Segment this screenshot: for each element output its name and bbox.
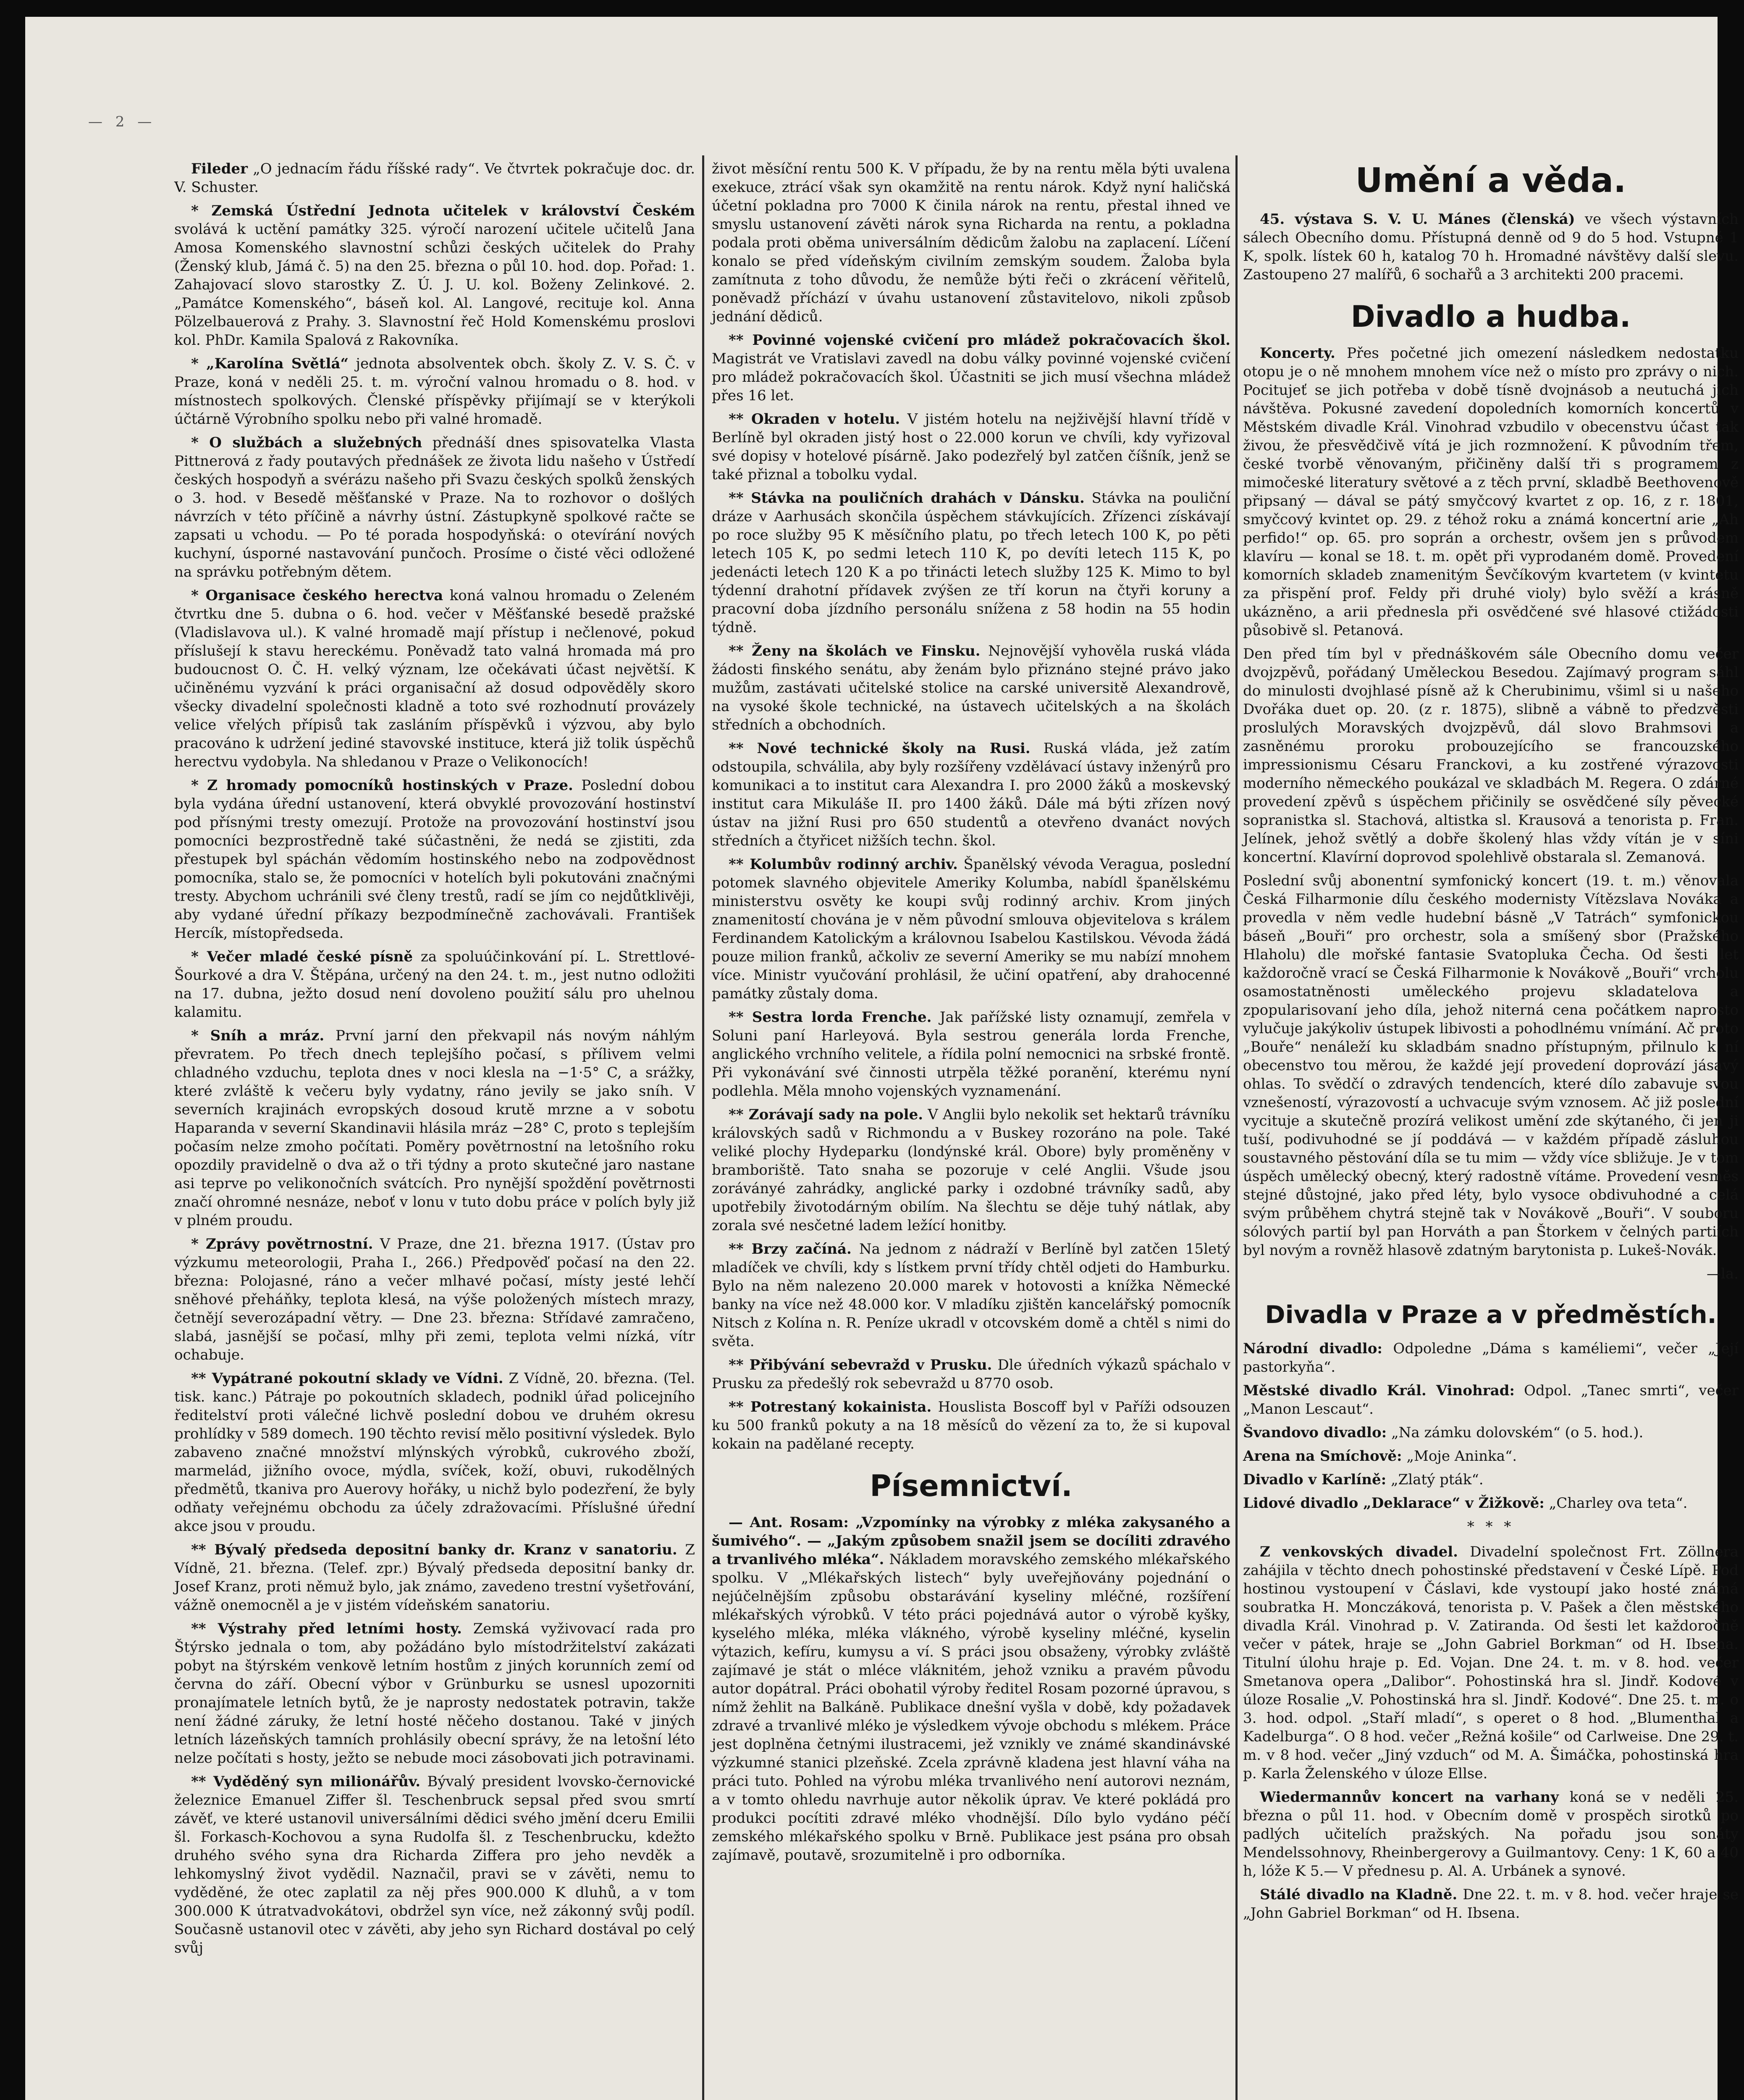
- signature: —la.: [1707, 1265, 1739, 1282]
- news-item: [712, 489, 1230, 637]
- art-item-text: ve všech výstavních sálech Obecního domu. Přístupná denně od 9 do 5 hod. Vstupné 1 K, spolk. lístek 60 h, katalog 70 h. Hromadné návštěvy další slevu. Zastoupeno 27 malířů, 6 sochařů a 3 architekti 200 pracemi.: [1243, 211, 1739, 283]
- news-item: [712, 1240, 1230, 1351]
- literature-item-lead: — Ant. Rosam: „Vzpomínky na výrobky z mléka zakysaného a šumivého“. — „Jakým způsobem snažil jsem se docíliti zdravého a trvanlivého mléka“.: [712, 1514, 1230, 1568]
- news-item: [174, 1235, 695, 1364]
- news-item-text: V Praze, dne 21. března 1917. (Ústav pro výzkumu meteorologii, Praha I., 266.) Předpověď počasí na den 22. března: Polojasné, ráno a večer mlhavé počasí, místy jesté lehčí sněhové přeháňky, teplota klesá, na výše položených místech mrazy, četnějí severozápadní větry. — Dne 23. března: Střídavé zamračeno, slabá, jasnější se počasí, mlhy při zemi, teplota velmi nízká, vítr ochabuje.: [174, 1236, 695, 1363]
- rural-item: [1243, 1885, 1739, 1922]
- news-item: [174, 948, 695, 1021]
- news-item: [712, 1008, 1230, 1100]
- news-item-lead: ** Bývalý předseda depositní banky dr. Kranz v sanatoriu.: [191, 1541, 677, 1558]
- art-item-lead: 45. výstava S. V. U. Mánes (členská): [1260, 211, 1575, 228]
- news-item: [712, 1105, 1230, 1235]
- news-item-lead: ** Výstrahy před letními hosty.: [191, 1620, 462, 1637]
- news-item-text: Zemská vyživovací rada pro Štýrsko jednala o tom, aby požádáno bylo místodržitelství zakázati pobyt na štýrském venkově letním hostům z jiných korunních zemí od června do září. Obecní výbor v Grünburku se usnesl upozorniti pronajímatele letních bytů, že je naprosty nedostatek potravin, takže není žádné záruky, že letní hosté něčeho dostanou. Také v jiných letních lázeňských tamních prohlásily obecní správy, že na letošní léto nelze počítati s hosty, ježto se nebude moci zásobovati jich potravinami.: [174, 1620, 695, 1767]
- column-rule: [1235, 155, 1238, 2100]
- prague-theatre-item-text: „Zlatý pták“.: [1391, 1471, 1484, 1488]
- news-item-lead: ** Kolumbův rodinný archiv.: [729, 856, 958, 873]
- news-item: [174, 433, 695, 581]
- prague-theatre-item-lead: Divadlo v Karlíně:: [1243, 1471, 1387, 1488]
- news-item: [712, 1356, 1230, 1393]
- news-item-lead: * „Karolína Světlá“: [191, 355, 349, 372]
- news-item-lead: ** Brzy začíná.: [729, 1241, 852, 1257]
- rural-item: [1243, 1543, 1739, 1783]
- news-item: [174, 1772, 695, 1957]
- news-item-lead: ** Nové technické školy na Rusi.: [729, 740, 1031, 757]
- prague-theatre-item: [1243, 1423, 1739, 1442]
- news-item-lead: ** Vypátrané pokoutní sklady ve Vídni.: [191, 1370, 504, 1387]
- news-item-text: Magistrát ve Vratislavi zavedl na dobu války povinné vojenské cvičení pro mládež pokračovacích škol. Účastniti se jich musí všechna mládež přes 16 let.: [712, 350, 1230, 404]
- news-item-text: První jarní den překvapil nás novým náhlým převratem. Po třech dnech teplejšího počasí, s přílivem velmi chladného vzduchu, teplota dnes v noci klesla na −1·5° C, a srážky, které zvláště k večeru byly vydatny, ráno jevily se jako sníh. V severních krajinách evropských dosoud krutě mrzne a v sobotu Haparanda v severní Skandinavii hlásila mráz −28° C, proto s teplejším počasím nelze zmoho počítati. Poměry povětrnostní na letošního roku opozdily pravidelně o dva až o tři týdny a proto skutečné jaro nastane asi teprve po velikonočních svátcích. Pro nynější spoždění povětrnosti značí ohromné nesnáze, neboť v lonu v tuto dobu práce v polích byly již v plném proudu.: [174, 1027, 695, 1229]
- separator: * * *: [1467, 1518, 1515, 1535]
- column-3: [1243, 160, 1739, 2100]
- news-item-lead: * Z hromady pomocníků hostinských v Praze.: [191, 777, 573, 794]
- news-item: [712, 855, 1230, 1003]
- rural-item-text: koná se v neděli 25. března o půl 11. hod. v Obecním domě v prospěch sirotků po padlých učitelích pražských. Na pořadu jsou sonáty Mendelssohnovy, Rheinbergerovy a Guilmantovy. Ceny: 1 K, 60 a 40 h, lóže K 5.— V přednesu p. Al. A. Urbánek a synové.: [1243, 1788, 1739, 1880]
- rural-item: [1243, 1788, 1739, 1880]
- news-item-lead: ** Zorávají sady na pole.: [729, 1106, 923, 1123]
- news-item-lead: * Zemská Ústřední Jednota učitelek v království Českém: [191, 202, 695, 219]
- news-item-lead: Fileder: [191, 160, 248, 177]
- literature-list: [712, 1513, 1230, 1864]
- news-item-text: svolává k uctění památky 325. výročí narození učitele učitelů Jana Amosa Komenského slavnostní schůzi českých učitelek do Prahy (Ženský klub, Jámá č. 5) na den 25. března o půl 10. hod. dop. Pořad: 1. Zahajovací slovo starostky Z. Ú. J. U. kol. Boženy Zelinkové. 2. „Památce Komenského“, báseň kol. Al. Langové, recituje kol. Anna Pölzelbauerová z Prahy. 3. Slavnostní řeč Hold Komenskému proslovi kol. PhDr. Kamila Spalová z Rakovníka.: [174, 221, 695, 349]
- prague-theatre-item-text: Odpol. „Tanec smrti“, večer „Manon Lescaut“.: [1243, 1382, 1739, 1418]
- news-item: [712, 1398, 1230, 1453]
- news-item: [174, 1026, 695, 1230]
- art-list: [1243, 210, 1739, 284]
- prague-theatres-list: [1243, 1339, 1739, 1512]
- news-item-text: Z Vídně, 21. března. (Telef. zpr.) Bývalý předseda depositní banky dr. Josef Kranz, proti němuž bylo, jak známo, zavedeno trestní vyšetřování, vážně onemocněl a je v jistém vídeňském sanatoriu.: [174, 1541, 695, 1614]
- news-item-text: Španělský vévoda Veragua, poslední potomek slavného objevitele Ameriky Kolumba, nabídl španělskému ministerstvu osvěty ke koupi svůj rodinný archiv. Krom jiných znamenitostí chována je v něm původní smlouva objevitelova s králem Ferdinandem Katolickým a královnou Isabelou Kastilskou. Vévoda žádá pouze milion franků, ačkoliv ze severní Ameriky se mu nabízí mnohem více. Ministr vyučování prohlásil, že učiní opatření, aby drahocenné památky zůstaly doma.: [712, 856, 1231, 1002]
- news-item-text: Dle úředních výkazů spáchalo v Prusku za předešlý rok sebevražd u 8770 osob.: [712, 1357, 1230, 1392]
- art-item: [1243, 210, 1739, 284]
- page-mark: — 2 —: [88, 113, 156, 130]
- news-item: [712, 410, 1230, 484]
- prague-theatre-item-text: Odpoledne „Dáma s kaméliemi“, večer „Její pastorkyňa“.: [1243, 1340, 1739, 1376]
- news-item-text: za spoluúčinkování pí. L. Strettlové-Šourkové a dra V. Štěpána, určený na den 24. t. m., jest nutno odložiti na 17. dubna, ježto dosud není dovoleno použití sálu pro uhelnou kalamitu.: [174, 948, 695, 1021]
- prague-theatre-item: [1243, 1447, 1739, 1465]
- news-item: [712, 642, 1230, 734]
- prague-theatre-item: [1243, 1470, 1739, 1489]
- prague-theatre-item: [1243, 1339, 1739, 1376]
- news-item-lead: * O službách a služebných: [191, 434, 422, 451]
- newspaper-page: [25, 17, 1739, 2100]
- rural-item-text: Dne 22. t. m. v 8. hod. večer hraje se „John Gabriel Borkman“ od H. Ibsena.: [1243, 1886, 1739, 1922]
- art-heading: Umění a věda.: [1355, 161, 1626, 200]
- prague-theatre-item-lead: Národní divadlo:: [1243, 1340, 1382, 1357]
- prague-theatre-item-text: „Moje Aninka“.: [1406, 1447, 1517, 1465]
- news-item-text: Ruská vláda, jež zatím odstoupila, schválila, aby byly rozšířeny vzdělávací ústavy inženýrů pro komunikaci a to institut cara Alexandra I. pro 2000 žáků a moskevský institut cara Mikuláše II. pro 1400 žáků. Dále má býti zřízen nový ústav na jižní Rusi pro 650 studentů a otevřeno dvanáct nových středních a čtyřicet nižších techn. škol.: [712, 740, 1231, 849]
- rural-list: [1243, 1543, 1739, 1922]
- news-item-text: Z Vídně, 20. března. (Tel. tisk. kanc.) Pátraje po pokoutních skladech, podnikl úřad policejního ředitelství proti válečné lichvě poslední dobou ve druhém okresu prohlídky v 589 domech. 190 těchto revisí mělo positivní výsledek. Bylo zabaveno značné množství mlýnských výrobků, cukrového zboží, marmelád, jižního ovoce, mýdla, svíček, koží, obuvi, rukodělných předmětů, tkaniva pro Auerovy hořáky, u nichž bylo podezření, že byly odňaty veřejnému obchodu za účely zdražovacími. Příslušné úřední akce jsou v proudu.: [174, 1370, 695, 1535]
- news-item-lead: * Sníh a mráz.: [191, 1027, 325, 1044]
- prague-theatre-item: [1243, 1494, 1739, 1512]
- news-item-text: „O jednacím řádu říšské rady“. Ve čtvrtek pokračuje doc. dr. V. Schuster.: [174, 160, 695, 196]
- prague-theatre-item-text: „Na zámku dolovském“ (o 5. hod.).: [1391, 1424, 1644, 1441]
- news-item: [174, 776, 695, 942]
- theatre-item-text: Přes početné jich omezení následkem nedostatku otopu je o ně mnohem mnohem více než o místo pro zprávy o nich. Pocitujeť se jich potřeba v době tísně dvojnásob a neutuchá jich návštěva. Pokusné zavedení dopoledních komorních koncertů v Městském divadle Král. Vinohrad vzbudilo v obecenstvu účast tak živou, že přesvědčivě vítá je jich rozmnožení. K původním třem, české tvorbě věnovaným, přičiněny další tři s programem z mimočeské literatury světové a z těch první, skladbě Beethovenově připsaný — dával se pátý smyčcový kvartet z op. 16, z r. 1801, smyčcový kvintet op. 29. z téhož roku a známá koncertní arie „Ah perfido!“ op. 65. pro soprán a orchestr, ovšem jen s průvodem klavíru — konal se 18. t. m. opět při vyprodaném domě. Provedení komorních skladeb znamenitým Ševčíkovým kvartetem (v kvintetu za přispění prof. Feldy při druhé violy) bylo svěží a krásně ukázněno, a arii přednesla při osvědčené své hlasové ctižádosti působivě sl. Petanová.: [1243, 345, 1739, 639]
- news-item-text: Houslista Boscoff byl v Paříži odsouzen ku 500 franků pokuty a na 18 měsíců do vězení za to, že si kupoval kokain na padělané recepty.: [712, 1399, 1230, 1452]
- news-item-lead: ** Přibývání sebevražd v Prusku.: [729, 1357, 992, 1373]
- literature-heading: Písemnictví.: [870, 1469, 1073, 1503]
- column-2: [712, 160, 1230, 2100]
- theatre-item-text: Poslední svůj abonentní symfonický koncert (19. t. m.) věnovala Česká Filharmonie dílu českého modernisty Vítězslava Nováka a provedla v něm vedle hudební básně „V Tatrách“ symfonickou báseň „Bouři“ pro orchestr, sola a smíšený sbor (Pražského Hlaholu) dle mořské fantasie Svatopluka Čecha. Od šesti let každoročně vrací se Česká Filharmonie k Novákově „Bouři“ vrcholu osamostatněnosti uměleckého projevu skladatelova a zpopularisovaní jeho díla, jehož niterná cena počátkem naprosto vylučuje jakýkoliv ústupek libivosti a pohodlnému vnímání. Ač proto „Bouře“ nenáleží ku skladbám snadno přístupným, přilnulo k ní obecenstvo tou měrou, že každé její provedení doprovází jásavý ohlas. To svědčí o zdravých tendencích, které dílo zabavuje svou vznešeností, výrazovostí a uchvacuje svým vznosem. Ač již poslední vycituje a skutečně prozírá velikost umění zde skýtaného, či jen ji tuší, podivuhodné se jí poddává — v každém případě zásluhou soustavného pěstování díla se tu mim — vždy více sbližuje. Je v tom úspěch umělecký obecný, který radostně vítáme. Provedení vesměs stejné důstojné, jako před léty, bylo vysoce obdivuhodné a celá svým průběhem chytrá stejně tak v Novákově „Bouři“. V souboru sólových partií byl pan Horváth a pan Štorkem v čelných partiích byl novým a rovněž hlasově zdatným barytonista p. Lukeš-Novák.: [1243, 872, 1739, 1259]
- news-item: [712, 331, 1230, 405]
- theatre-item: [1243, 645, 1739, 866]
- rural-item-lead: Wiedermannův koncert na varhany: [1260, 1788, 1559, 1806]
- news-item: [174, 202, 695, 349]
- news-item-lead: * Večer mladé české písně: [191, 948, 413, 965]
- rural-item-lead: Stálé divadlo na Kladně.: [1260, 1886, 1458, 1903]
- theatre-heading: Divadlo a hudba.: [1351, 299, 1631, 334]
- news-item-lead: ** Potrestaný kokainista.: [729, 1399, 932, 1415]
- news-item-text: V Anglii bylo nekolik set hektarů trávníku královských sadů v Richmondu a v Buskey rozoráno na pole. Také veliké plochy Hydeparku (londýnské král. Obore) byly proměněny v bramboriště. Tato snaha se pozoruje v celé Anglii. Všude jsou zoráványé zahrádky, anglické parky i ozdobné trávníky sadů, aby upotřebily životodárným obilím. Na šlechtu se děje tuhý nátlak, aby zorala své nesčetné ladem ležící honitby.: [712, 1106, 1230, 1234]
- column-1: [174, 160, 695, 2100]
- news-item-lead: ** Povinné vojenské cvičení pro mládež pokračovacích škol.: [729, 332, 1230, 349]
- theatre-item: [1243, 344, 1739, 640]
- news-item: [174, 586, 695, 771]
- news-list: [712, 160, 1230, 1453]
- prague-theatre-item-lead: Městské divadlo Král. Vinohrad:: [1243, 1382, 1515, 1399]
- news-item: [174, 1369, 695, 1536]
- news-item: [174, 354, 695, 428]
- news-item-text: Na jednom z nádraží v Berlíně byl zatčen 15letý mladíček ve chvíli, kdy s lístkem první třídy chtěl odjeti do Hamburku. Bylo na něm nalezeno 20.000 marek v hotovosti a knížka Německé banky na více než 48.000 kor. V mladíku zjištěn kancelářský pomocník Nitsch z Kolína n. R. Peníze ukradl v otcovském domě a chtěl s nimi do světa.: [712, 1241, 1231, 1350]
- news-item-text: V jistém hotelu na nejživější hlavní třídě v Berlíně byl okraden jistý host o 22.000 korun ve chvíli, kdy vyřizoval své dopisy v hotelové písárně. Jako podezřelý byl zatčen číšník, jenž se také přiznal a tobolku vydal.: [712, 411, 1230, 483]
- theatre-item-lead: Koncerty.: [1260, 345, 1335, 362]
- prague-theatre-item-lead: Arena na Smíchově:: [1243, 1447, 1402, 1465]
- news-item-lead: ** Vyděděný syn milionářův.: [191, 1773, 421, 1790]
- rural-item-text: Divadelní společnost Frt. Zöllnera zahájila v těchto dnech pohostinské představení v České Lípě. Pod hostinou vystoupení v Čáslavi, kde vystoupí jako hosté známá soubratka H. Monczáková, tenorista p. V. Pašek a člen městského divadla Král. Vinohrad p. V. Zatiranda. Od šesti let každoročně večer v pátek, hraje se „John Gabriel Borkman“ od H. Ibsena. Titulní úlohu hraje p. Ed. Vojan. Dne 24. t. m. v 8. hod. večer Smetanova opera „Dalibor“. Pohostinská hra sl. Jindř. Kodové v úloze Rosalie „V. Pohostinská hra sl. Jindř. Kodové“. Dne 25. t. m. o 3. hod. odpol. „Staří mladí“, s operet o 8 hod. „Blumenthal a Kadelburga“. O 8 hod. večer „Režná košile“ od Carlweise. Dne 29. t. m. v 8 hod. večer „Jiný vzduch“ od M. A. Šimáčka, pohostinská hra p. Karla Želenského v úloze Ellse.: [1243, 1543, 1739, 1782]
- news-item-text: Poslední dobou byla vydána úřední ustanovení, která obvyklé provozování hostinství pod přísnými tresty omezují. Protože na provozování hostinství jsou pomocníci bezprostředně také súčastněni, že nedá se zjistiti, zda přestupek byl spáchán vědomím hostinského nebo na zodpovědnost pomocníka, stalo se, že pomocníci v hotelích byli pokutováni značnými tresty. Abychom uchránili své členy trestů, radí se jím co nejdůtklivěji, aby vydané úřední příkazy bezpodmínečně zachovávali. František Hercík, místopředseda.: [174, 777, 695, 942]
- prague-theatre-item-lead: Švandovo divadlo:: [1243, 1424, 1387, 1441]
- news-item: [174, 1541, 695, 1614]
- news-item-lead: ** Ženy na školách ve Finsku.: [729, 643, 981, 659]
- news-item: [174, 1620, 695, 1767]
- news-item: [712, 160, 1230, 326]
- news-item-lead: ** Sestra lorda Frenche.: [729, 1009, 932, 1026]
- news-item-text: Nejnovější vyhověla ruská vláda žádosti finského senátu, aby ženám bylo přiznáno stejné právo jako mužům, zastávati učitelské stolice na carské universitě Alexandrově, na vysoké škole technické, na ústavech učitelských a na školách středních a obchodních.: [712, 643, 1231, 733]
- rural-item-lead: Z venkovských divadel.: [1260, 1543, 1458, 1560]
- news-item-text: Jak pařížské listy oznamují, zemřela v Soluni paní Harleyová. Byla sestrou generála lorda Frenche, anglického vrchního velitele, a řídila polní nemocnici na srbské frontě. Při vykonávání své činnosti utrpěla těžké poranění, kterému nyní podlehla. Měla mnoho vojenských vyznamenání.: [712, 1009, 1230, 1100]
- theatre-list: [1243, 344, 1739, 1260]
- news-item-text: život měsíční rentu 500 K. V případu, že by na rentu měla býti uvalena exekuce, ztrácí však syn okamžitě na rentu nárok. Když nyní haličská účetní pokladna pro 7000 K činila nárok na rentu, přestal ihned ve smyslu ustanovení závěti nárok syna Richarda na rentu, a pokladna podala proti oběma universálním dědicům žalobu na zaplacení. Líčení konalo se před vídeňským civilním zemským soudem. Žaloba byla zamítnuta z toho důvodu, že nemůže býti řeči o zkrácení věřitelů, poněvadž příchází v úvahu ustanovení zůstavitelovo, nikoli způsob jednání dědiců.: [712, 160, 1230, 325]
- prague-theatre-item: [1243, 1381, 1739, 1418]
- theatre-item-text: Den před tím byl v přednáškovém sále Obecního domu večer dvojzpěvů, pořádaný Uměleckou Besedou. Zajímavý program sáhl do minulosti dvojhlasé písně až k Cherubinimu, všiml si u našeho Dvořáka duet op. 20. (z r. 1875), slibně a vábně to předzvěsti proslulých Moravských dvojzpěvů, dál slovo Brahmsovi a zasněnému proroku probouzejícího se francouzského impressionismu Césaru Franckovi, a ku zostřené výrazovosti moderního německého poukázal ve skladbách M. Regera. O zdárné provedení zpěvů s úspěchem přičinily se osvědčené síly pěvecké sopranistka sl. Stachová, altistka sl. Krausová a tenorista p. Fran. Jelínek, jehož světlý a dobře školený hlas vždy vítán je v síni koncertní. Klavírní doprovod spolehlivě obstarala sl. Zemanová.: [1243, 646, 1739, 866]
- literature-item-text: Nákladem moravského zemského mlékařského spolku. V „Mlékařských listech“ byly uveřejňovány pojednání o nejúčelnějším způsobu obstarávání kyseliny mléčné, rozšíření mlékařských výrobků. V této práci pojednává autor o výrobě kyšky, kyselého mléka, mléka vlákného, výrobě kyseliny mléčné, kyselin výtazich, kefíru, kumysu a ví. S práci jsou obsaženy, výrobky zvláště zajímavé je stát o mléce vláknitém, jehož vzniku a pravém původu autor dopátral. Práci obohatil výroby ředitel Rosam pozorné úpravou, s nímž žehlit na Balkáně. Publikace dnešní vyšla v době, kdy požadavek zdravé a trvanlivé mléko je výsledkem vývoje obchodu s mlékem. Práce jest doplněna četnými ilustracemi, jež vznikly ve známé skandinávské výzkumné stanici plzeňské. Zcela zprávně kladena jest hlavní váha na práci tuto. Pohled na výrobu mléka trvanlivého není autorovi neznám, a v tomto ohledu navrhuje autor několik úprav. Ve které pokládá pro produkci pocítiti zdravé mléko vhodnější. Dílo bylo vydáno péčí zemského mlékařského spolku v Brně. Publikace jest psána pro obsah zajímavě, poutavě, srozumitelně i pro odborníka.: [712, 1551, 1230, 1864]
- news-item-text: koná valnou hromadu o Zeleném čtvrtku dne 5. dubna o 6. hod. večer v Měšťanské besedě pražské (Vladislavova ul.). K valné hromadě mají přístup i nečlenové, pokud příslušejí k stavu hereckému. Poněvadž tato valná hromada má pro budoucnost O. Č. H. velký význam, lze očekávati účast největší. K učiněnému vyzvání k práci organisační až dosud odpověděly skoro všecky divadelní společnosti kladně a toto své rozhodnutí provázely velice vřelých přípisů tak zasláním příspěvků i výzvou, aby bylo pracováno k udržení jediné stavovské instituce, která již tolik úspěchů herectvu vydobyla. Na shledanou v Praze o Velikonocích!: [174, 587, 695, 770]
- news-item-text: přednáší dnes spisovatelka Vlasta Pittnerová z řady poutavých přednášek ze života lidu našeho v Ústředí českých hospodyň a svérázu našeho při Svazu českých spolků ženských o 3. hod. v Besedě měšťanské v Praze. Na to rozhovor o došlých návrzích v této příčině a návrhy ústní. Zástupkyně spolkové račte se zapsati u vchodu. — Po té porada hospodyňská: o otevírání nových kuchyní, úsporné nastavování punčoch. Prosíme o čisté věci odložené na správku potřebným dětem.: [174, 434, 695, 580]
- news-item-text: Stávka na pouliční dráze v Aarhusách skončila úspěchem stávkujících. Zřízenci získávají po roce služby 95 K měsíčního platu, po třech letech 100 K, po pěti letech 105 K, po sedmi letech 110 K, po devíti letech 115 K, po jedenácti letech 120 K a po třinácti letech služby 125 K. Mimo to byl týdenní drahotní přídavek zvýšen ze tří korun na čtyři koruny a pracovní doba jízdního personálu snížena z 58 hodin na 55 hodin týdně.: [712, 490, 1230, 636]
- news-item: [174, 160, 695, 197]
- news-item-lead: * Zprávy povětrnostní.: [191, 1236, 373, 1252]
- news-item: [712, 739, 1230, 850]
- news-item-lead: ** Stávka na pouličních drahách v Dánsku.: [729, 490, 1085, 507]
- news-item-lead: ** Okraden v hotelu.: [729, 411, 900, 428]
- column-rule: [702, 155, 704, 2100]
- news-item-text: Bývalý president lvovsko-černovické železnice Emanuel Ziffer šl. Teschenbruck sepsal před svou smrtí závěť, ve které ustanovil universálními dědici svého jmění dceru Emilii šl. Forkasch-Kochovou a syna Rudolfa šl. z Teschenbrucku, kdežto druhého svého syna dra Richarda Ziffera pro jeho nevděk a lehkomyslný život vydědil. Naznačil, pravi se v závěti, nemu to vyděděné, že otec zaplatil za něj přes 900.000 K dluhů, a v tom 300.000 K útratvadvokátovi, obdržel syn více, než zákonný svůj podíl. Současně ustanovil otec v závěti, aby jeho syn Richard dostával po celý svůj: [174, 1773, 695, 1956]
- news-item-text: jednota absolventek obch. školy Z. V. S. Č. v Praze, koná v neděli 25. t. m. výroční valnou hromadu o 8. hod. v místnostech spolkových. Členské příspěvky přijímají se v kterýkoli účtárně Výrobního spolku nebo při valné hromadě.: [174, 355, 695, 428]
- prague-theatre-item-lead: Lidové divadlo „Deklarace“ v Žižkově:: [1243, 1494, 1545, 1512]
- theatre-item: [1243, 872, 1739, 1260]
- prague-theatres-heading: Divadla v Praze a v předměstích.: [1265, 1300, 1717, 1329]
- prague-theatre-item-text: „Charley ova teta“.: [1549, 1494, 1688, 1512]
- literature-item: [712, 1513, 1230, 1864]
- news-item-lead: * Organisace českého herectva: [191, 587, 443, 604]
